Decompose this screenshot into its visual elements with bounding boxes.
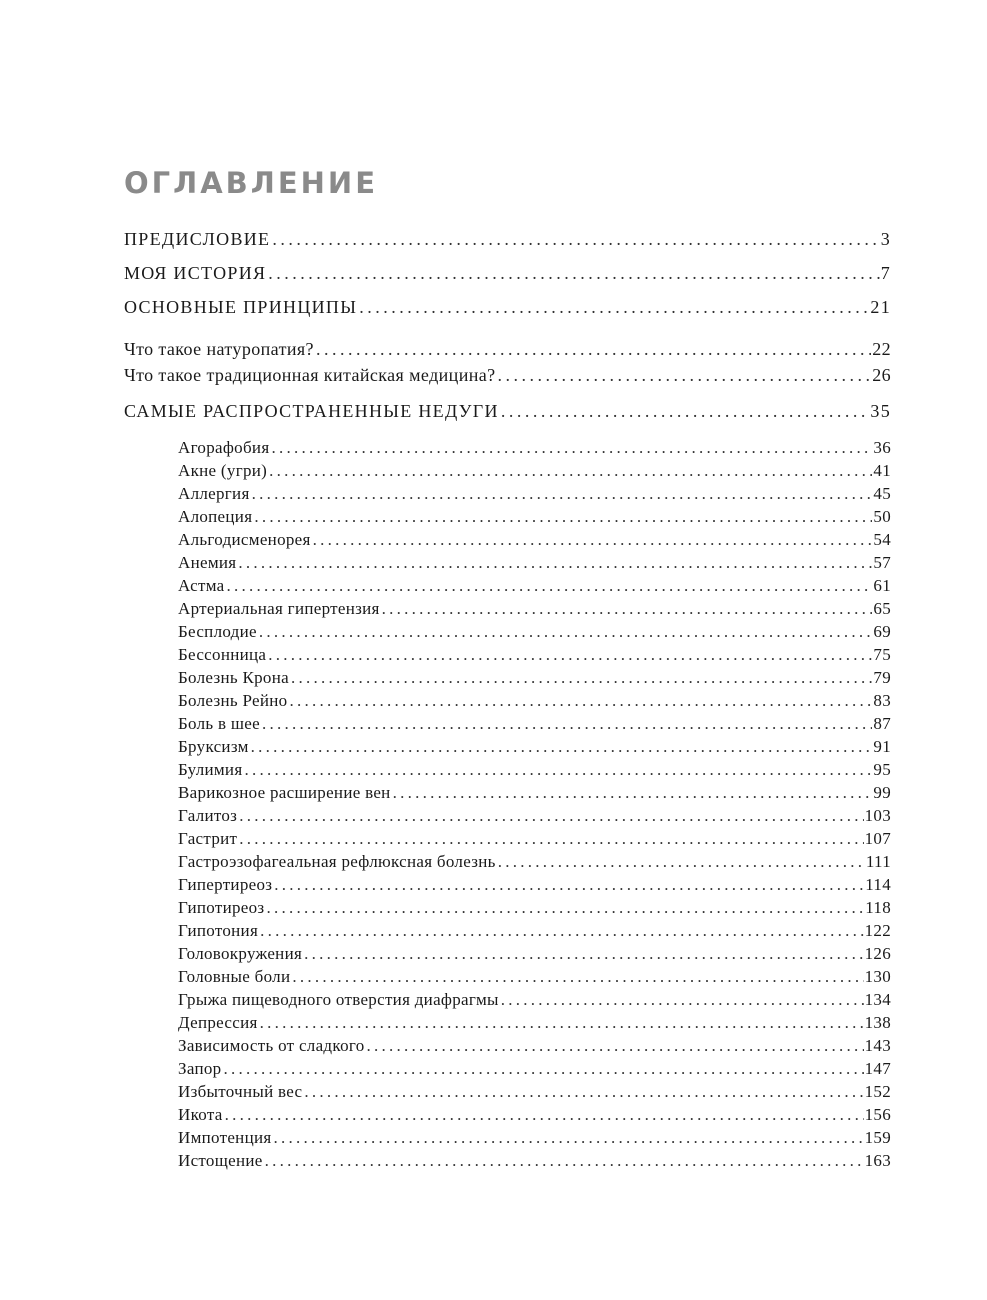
toc-subentry-page: 95 bbox=[873, 760, 891, 779]
toc-subentry-page: 143 bbox=[864, 1036, 891, 1055]
toc-entry-tcm[interactable] bbox=[124, 362, 891, 388]
toc-subentry[interactable] bbox=[124, 1126, 891, 1149]
toc-subentry-label: Бруксизм bbox=[178, 737, 249, 756]
dot-leader bbox=[269, 436, 872, 459]
toc-subentry-page: 103 bbox=[864, 806, 891, 825]
toc-subentry-page: 54 bbox=[873, 530, 891, 549]
toc-subentry-page: 75 bbox=[873, 645, 891, 664]
toc-subentry[interactable] bbox=[124, 804, 891, 827]
toc-entry-page: 35 bbox=[870, 401, 891, 421]
toc-entry-page: 22 bbox=[872, 339, 891, 359]
toc-entry-label: МОЯ ИСТОРИЯ bbox=[124, 263, 267, 283]
toc-subentry-page: 118 bbox=[865, 898, 891, 917]
dot-leader bbox=[311, 528, 873, 551]
toc-subentry-page: 114 bbox=[865, 875, 891, 894]
toc-subentry-label: Импотенция bbox=[178, 1128, 272, 1147]
dot-leader bbox=[250, 482, 873, 505]
dot-leader bbox=[302, 942, 863, 965]
toc-entry-label: ОСНОВНЫЕ ПРИНЦИПЫ bbox=[124, 297, 358, 317]
dot-leader bbox=[260, 712, 872, 735]
toc-entry-page: 26 bbox=[872, 365, 891, 385]
toc-subentry[interactable] bbox=[124, 459, 891, 482]
toc-subentry-label: Бессонница bbox=[178, 645, 267, 664]
dot-leader bbox=[289, 666, 872, 689]
toc-subentry-page: 138 bbox=[864, 1013, 891, 1032]
dot-leader bbox=[287, 689, 872, 712]
toc-subentry-label: Истощение bbox=[178, 1151, 263, 1170]
toc-entry-label: Что такое традиционная китайская медицина? bbox=[124, 365, 496, 385]
toc-subentry-label: Болезнь Крона bbox=[178, 668, 289, 687]
dot-leader bbox=[270, 226, 879, 252]
toc-entry-principles[interactable] bbox=[124, 294, 891, 328]
dot-leader bbox=[357, 294, 869, 320]
toc-subentry-label: Головокружения bbox=[178, 944, 303, 963]
toc-subentry-label: Бесплодие bbox=[178, 622, 257, 641]
toc-entry-page: 21 bbox=[870, 297, 891, 317]
toc-subentry[interactable] bbox=[124, 896, 891, 919]
dot-leader bbox=[249, 735, 873, 758]
dot-leader bbox=[365, 1034, 864, 1057]
toc-subentry-page: 57 bbox=[873, 553, 891, 572]
dot-leader bbox=[221, 1057, 863, 1080]
toc-subentry-label: Грыжа пищеводного отверстия диафрагмы bbox=[178, 990, 499, 1009]
page-title: ОГЛАВЛЕНИЕ bbox=[124, 166, 379, 200]
toc-subentry-label: Болезнь Рейно bbox=[178, 691, 288, 710]
toc-subentry-page: 79 bbox=[873, 668, 891, 687]
toc-subentry-page: 45 bbox=[873, 484, 891, 503]
dot-leader bbox=[225, 574, 873, 597]
toc-entry-page: 3 bbox=[880, 229, 891, 249]
toc-subentry-label: Запор bbox=[178, 1059, 222, 1078]
dot-leader bbox=[237, 827, 863, 850]
ailment-list bbox=[124, 436, 891, 1172]
toc-subentry-page: 156 bbox=[864, 1105, 891, 1124]
dot-leader bbox=[252, 505, 872, 528]
toc-subentry[interactable] bbox=[124, 597, 891, 620]
toc-subentry[interactable] bbox=[124, 436, 891, 459]
dot-leader bbox=[496, 850, 865, 873]
toc-subentry-page: 107 bbox=[864, 829, 891, 848]
dot-leader bbox=[242, 758, 872, 781]
toc-subentry-page: 134 bbox=[864, 990, 891, 1009]
toc-subentry[interactable] bbox=[124, 528, 891, 551]
toc-subentry-page: 130 bbox=[864, 967, 891, 986]
toc-entry-label: ПРЕДИСЛОВИЕ bbox=[124, 229, 271, 249]
toc-subentry-label: Астма bbox=[178, 576, 225, 595]
dot-leader bbox=[267, 459, 872, 482]
toc-subentry[interactable] bbox=[124, 620, 891, 643]
toc-subentry-label: Гастроэзофагеальная рефлюксная болезнь bbox=[178, 852, 496, 871]
toc-subentry-page: 163 bbox=[864, 1151, 891, 1170]
table-of-contents bbox=[124, 226, 891, 1172]
dot-leader bbox=[499, 398, 870, 424]
toc-subentry-label: Зависимость от сладкого bbox=[178, 1036, 365, 1055]
dot-leader bbox=[223, 1103, 864, 1126]
dot-leader bbox=[290, 965, 863, 988]
toc-subentry[interactable] bbox=[124, 781, 891, 804]
toc-subentry-label: Булимия bbox=[178, 760, 243, 779]
toc-subentry[interactable] bbox=[124, 574, 891, 597]
dot-leader bbox=[380, 597, 873, 620]
toc-subentry[interactable] bbox=[124, 942, 891, 965]
toc-subentry[interactable] bbox=[124, 1034, 891, 1057]
toc-subentry[interactable] bbox=[124, 505, 891, 528]
dot-leader bbox=[258, 1011, 864, 1034]
dot-leader bbox=[499, 988, 864, 1011]
dot-leader bbox=[272, 1126, 864, 1149]
toc-subentry[interactable] bbox=[124, 482, 891, 505]
toc-subentry[interactable] bbox=[124, 643, 891, 666]
dot-leader bbox=[263, 1149, 864, 1172]
toc-entry-common-ailments[interactable] bbox=[124, 398, 891, 432]
toc-entry-label: САМЫЕ РАСПРОСТРАНЕННЫЕ НЕДУГИ bbox=[124, 401, 499, 421]
toc-subentry-page: 152 bbox=[864, 1082, 891, 1101]
toc-subentry[interactable] bbox=[124, 988, 891, 1011]
toc-subentry-page: 83 bbox=[873, 691, 891, 710]
dot-leader bbox=[258, 919, 864, 942]
toc-subentry-label: Депрессия bbox=[178, 1013, 258, 1032]
dot-leader bbox=[257, 620, 873, 643]
toc-subentry[interactable] bbox=[124, 689, 891, 712]
toc-subentry-label: Алопеция bbox=[178, 507, 253, 526]
dot-leader bbox=[266, 643, 872, 666]
toc-subentry-page: 87 bbox=[873, 714, 891, 733]
toc-subentry[interactable] bbox=[124, 1011, 891, 1034]
toc-subentry[interactable] bbox=[124, 666, 891, 689]
toc-subentry[interactable] bbox=[124, 735, 891, 758]
toc-subentry-page: 147 bbox=[864, 1059, 891, 1078]
toc-subentry-label: Икота bbox=[178, 1105, 223, 1124]
toc-subentry[interactable] bbox=[124, 919, 891, 942]
toc-subentry[interactable] bbox=[124, 1080, 891, 1103]
toc-subentry[interactable] bbox=[124, 873, 891, 896]
toc-subentry-label: Избыточный вес bbox=[178, 1082, 303, 1101]
toc-entry-preface[interactable] bbox=[124, 226, 891, 260]
dot-leader bbox=[302, 1080, 863, 1103]
toc-subentry-page: 99 bbox=[873, 783, 891, 802]
toc-subentry-page: 91 bbox=[873, 737, 891, 756]
toc-subentry-label: Головные боли bbox=[178, 967, 291, 986]
toc-subentry-page: 61 bbox=[873, 576, 891, 595]
toc-subentry[interactable] bbox=[124, 551, 891, 574]
toc-subentry[interactable] bbox=[124, 965, 891, 988]
toc-subentry-page: 65 bbox=[873, 599, 891, 618]
toc-subentry-label: Альгодисменорея bbox=[178, 530, 311, 549]
toc-subentry-label: Агорафобия bbox=[178, 438, 270, 457]
dot-leader bbox=[391, 781, 873, 804]
dot-leader bbox=[266, 260, 879, 286]
toc-entry-page: 7 bbox=[880, 263, 891, 283]
toc-subentry-page: 122 bbox=[864, 921, 891, 940]
toc-subentry-label: Гипотония bbox=[178, 921, 259, 940]
toc-subentry-page: 41 bbox=[873, 461, 891, 480]
toc-subentry[interactable] bbox=[124, 850, 891, 873]
toc-subentry-label: Гипотиреоз bbox=[178, 898, 265, 917]
toc-subentry-label: Галитоз bbox=[178, 806, 238, 825]
toc-subentry-label: Боль в шее bbox=[178, 714, 260, 733]
dot-leader bbox=[272, 873, 864, 896]
toc-subentry-label: Акне (угри) bbox=[178, 461, 268, 480]
toc-entry-label: Что такое натуропатия? bbox=[124, 339, 314, 359]
toc-subentry-page: 50 bbox=[873, 507, 891, 526]
toc-subentry[interactable] bbox=[124, 712, 891, 735]
toc-subentry[interactable] bbox=[124, 1057, 891, 1080]
toc-subentry[interactable] bbox=[124, 827, 891, 850]
toc-subentry[interactable] bbox=[124, 758, 891, 781]
dot-leader bbox=[496, 362, 872, 388]
toc-subentry[interactable] bbox=[124, 1103, 891, 1126]
dot-leader bbox=[236, 551, 872, 574]
dot-leader bbox=[314, 336, 871, 362]
toc-subentry-page: 36 bbox=[873, 438, 891, 457]
toc-subentry-page: 69 bbox=[873, 622, 891, 641]
toc-subentry-label: Гастрит bbox=[178, 829, 238, 848]
toc-subentry-label: Артериальная гипертензия bbox=[178, 599, 380, 618]
dot-leader bbox=[237, 804, 863, 827]
toc-subentry-label: Гипертиреоз bbox=[178, 875, 273, 894]
toc-subentry-page: 111 bbox=[865, 852, 891, 871]
toc-subentry-page: 159 bbox=[864, 1128, 891, 1147]
toc-subentry-page: 126 bbox=[864, 944, 891, 963]
toc-subentry-label: Аллергия bbox=[178, 484, 250, 503]
toc-subentry-label: Анемия bbox=[178, 553, 237, 572]
toc-entry-my-story[interactable] bbox=[124, 260, 891, 294]
dot-leader bbox=[264, 896, 864, 919]
toc-entry-naturopathy[interactable] bbox=[124, 336, 891, 362]
toc-subentry[interactable] bbox=[124, 1149, 891, 1172]
toc-subentry-label: Варикозное расширение вен bbox=[178, 783, 391, 802]
